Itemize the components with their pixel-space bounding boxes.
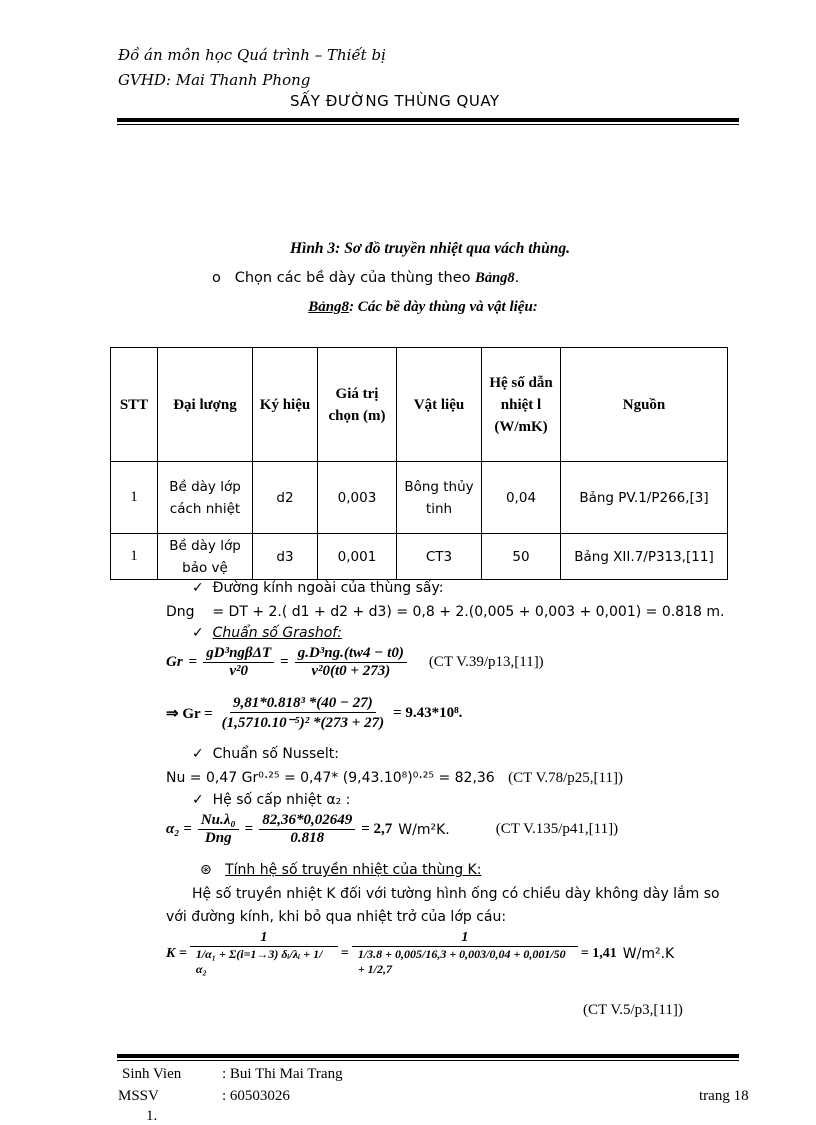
k-paragraph-2: với đường kính, khi bỏ qua nhiệt trở của lớp cáu: (166, 909, 507, 925)
k-heading (200, 862, 481, 878)
table-title-ref: Bảng8 (308, 299, 350, 315)
cell-quantity: Bề dày lớp cách nhiệt (158, 462, 253, 534)
cell-material: Bông thủy tinh (397, 462, 482, 534)
nusselt-label: Chuẩn số Nusselt: (212, 746, 340, 762)
header-rule-thin (117, 124, 739, 125)
alpha2-result: = 2,7 (361, 821, 393, 837)
outer-diameter-label: Đường kính ngoài của thùng sấy: (212, 580, 444, 596)
footer-note: 1. (146, 1108, 158, 1124)
header-advisor: GVHD: Mai Thanh Phong (118, 71, 311, 89)
header-title: SẤY ĐƯỜNG THÙNG QUAY (290, 92, 500, 110)
k-result: = 1,41 (580, 945, 617, 961)
gr-calc-result: = 9.43*10⁸. (393, 705, 463, 721)
alpha2-lead: α₂ = (166, 821, 192, 837)
k-fraction-1: $\frac{1}{\text{1/α₁ + Σ(i=1→3) δᵢ/λᵢ + 1/α₂}}$ (193, 930, 335, 977)
cell-source: Bảng PV.1/P266,[3] (561, 462, 728, 534)
grashof-calc (166, 695, 462, 732)
cell-quantity: Bề dày lớp bảo vệ (158, 534, 253, 580)
dng-symbol: Dng (166, 604, 195, 620)
figure-caption: Hình 3: Sơ đồ truyền nhiệt qua vách thùng. (289, 240, 571, 257)
nu-reference: (CT V.78/p25,[11]) (508, 770, 623, 786)
bullet-text: Chọn các bề dày của thùng theo (234, 270, 476, 286)
cell-value: 0,003 (318, 462, 397, 534)
cell-material: CT3 (397, 534, 482, 580)
k-lead: K = (166, 945, 187, 961)
th-quantity: Đại lượng (158, 348, 253, 462)
k-fraction-2: $\frac{1}{1/3.8 + 0,005/16,3 + 0,003/0,04 + 0,001/50 + 1/2,7}$ (355, 930, 575, 977)
cell-conductivity: 0,04 (482, 462, 561, 534)
th-conductivity: Hệ số dẫn nhiệt l (W/mK) (482, 348, 561, 462)
k-formula: K = $\frac{1}{\text{1/α₁ + Σ(i=1→3) δᵢ/λᵢ + 1/α₂}}$ = $\frac{1}{1/3.8 + 0,005/16,3 + 0,003/0,04 + 0,001/50 + 1/2,7}$ = 1,41 W/m².K (166, 930, 675, 976)
gr-fraction-2: $\frac{\text{g.D³ng.(tw4 − t0)}}{\text{ν²0(t0 + 273)}}$ (295, 645, 407, 680)
table-row (111, 534, 728, 580)
checkmark-icon: ✓ (192, 746, 204, 762)
thickness-table (110, 347, 728, 580)
cell-value: 0,001 (318, 534, 397, 580)
cell-conductivity: 50 (482, 534, 561, 580)
cell-stt: 1 (111, 462, 158, 534)
table-row (111, 462, 728, 534)
cell-symbol: d2 (253, 462, 318, 534)
table-title-rest: : Các bề dày thùng và vật liệu: (349, 299, 538, 315)
gr-calc-lead: ⇒ Gr = (166, 706, 213, 722)
table-title (0, 299, 816, 316)
gr-reference: (CT V.39/p13,[11]) (428, 654, 544, 670)
bullet-marker: o (212, 270, 221, 286)
check-alpha2 (192, 792, 350, 808)
alpha2-unit: W/m²K. (398, 821, 450, 838)
bullet-choose-thickness: o Chọn các bề dày của thùng theo Bảng8. (212, 270, 520, 286)
check-outer-diameter (192, 580, 443, 596)
k-heading-text: Tính hệ số truyền nhiệt của thùng K: (225, 862, 482, 878)
th-value: Giá trị chọn (m) (318, 348, 397, 462)
th-source: Nguồn (561, 348, 728, 462)
k-unit: W/m².K (622, 945, 675, 962)
gr-calc-fraction: $\frac{\text{9,81*0.818³ *(40 − 27)}}{\text{(1,5710.10⁻⁵)² *(273 + 27)}}$ (221, 695, 385, 731)
header-course: Đồ án môn học Quá trình – Thiết bị (118, 46, 386, 64)
footer-rule-thick (117, 1054, 739, 1058)
table-header-row (111, 348, 728, 462)
alpha2-reference: (CT V.135/p41,[11]) (495, 821, 619, 837)
checkmark-icon: ✓ (192, 792, 204, 808)
footer-student-value: : Bui Thi Mai Trang (222, 1066, 343, 1082)
footer-page-number: trang 18 (699, 1088, 749, 1104)
footer-mssv-value: : 60503026 (222, 1088, 290, 1104)
th-symbol: Ký hiệu (253, 348, 318, 462)
k-reference: (CT V.5/p3,[11]) (583, 1002, 683, 1018)
alpha2-formula: α₂ = $\frac{\text{Nu.λ₀}}{\text{Dng}}$ = $\frac{82,36*0,02649}{0.818}$ = 2,7 W/m²K. (CT V.135/p41,[11]) (166, 812, 619, 846)
cell-source: Bảng XII.7/P313,[11] (561, 534, 728, 580)
outer-diameter-eq (166, 604, 724, 620)
th-stt: STT (111, 348, 158, 462)
check-nusselt (192, 746, 339, 762)
cell-symbol: d3 (253, 534, 318, 580)
k-paragraph-1: Hệ số truyền nhiệt K đối với tường hình ống có chiều dày không dày lắm so (192, 886, 720, 902)
th-material: Vật liệu (397, 348, 482, 462)
footer-mssv-label: MSSV (118, 1088, 159, 1104)
checkmark-icon: ✓ (192, 625, 204, 641)
header-rule-thick (117, 118, 739, 122)
nu-equation: Nu = 0,47 Gr⁰·²⁵ = 0,47* (9,43.10⁸)⁰·²⁵ = 82,36 (166, 770, 495, 786)
nusselt-eq (166, 770, 623, 787)
footer-rule-thin (117, 1060, 739, 1061)
checkmark-icon: ✓ (192, 580, 204, 596)
alpha2-label: Hệ số cấp nhiệt α₂ : (212, 792, 351, 808)
dng-equation: = DT + 2.( d1 + d2 + d3) = 0,8 + 2.(0,005 + 0,003 + 0,001) = 0.818 m. (212, 604, 725, 620)
alpha2-fraction-2: $\frac{82,36*0,02649}{0.818}$ (259, 812, 355, 847)
k-heading-marker-icon: ⊛ (200, 862, 212, 878)
bullet-ref: Bảng8 (475, 270, 515, 286)
alpha2-fraction-1: $\frac{\text{Nu.λ₀}}{\text{Dng}}$ (198, 812, 239, 847)
gr-fraction-1: $\frac{\text{gD³ngβΔT}}{\text{ν²0}}$ (203, 645, 274, 680)
grashof-formula: Gr = $\frac{\text{gD³ngβΔT}}{\text{ν²0}}$ = $\frac{\text{g.D³ng.(tw4 − t0)}}{\text{ν²0(t0 + 273)}}$ (CT V.39/p13,[11]) (166, 645, 544, 679)
cell-stt: 1 (111, 534, 158, 580)
gr-symbol: Gr (166, 654, 183, 670)
footer-student-label: Sinh Vien (122, 1066, 182, 1082)
check-grashof (192, 625, 342, 641)
grashof-label: Chuẩn số Grashof: (212, 625, 342, 641)
